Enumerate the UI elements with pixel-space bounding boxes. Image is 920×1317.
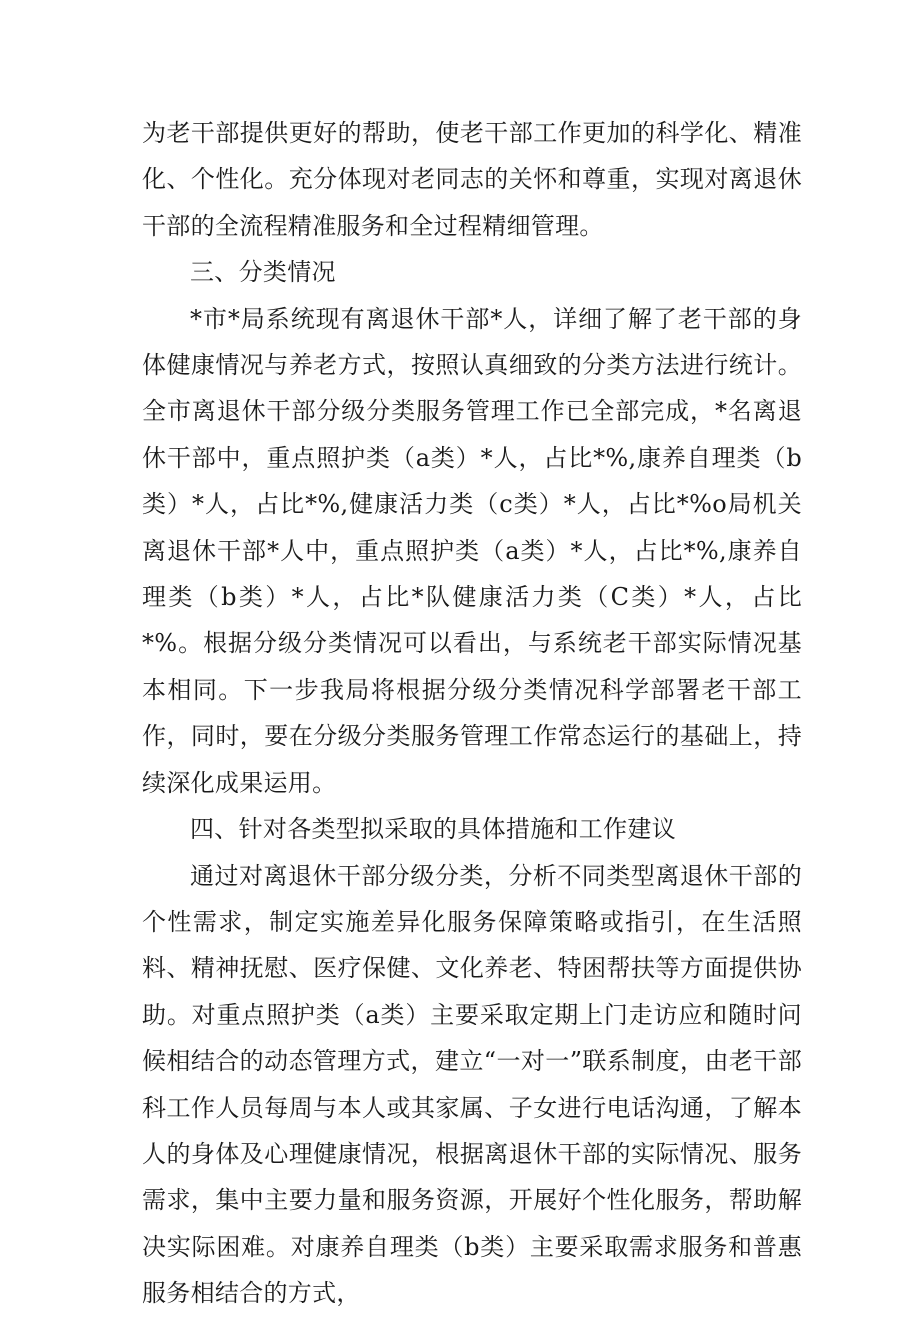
section-heading-classification: 三、分类情况 <box>190 258 336 287</box>
paragraph-classification-stats: *市*局系统现有离退休干部*人，详细了解了老干部的身体健康情况与养老方式，按照认真细致的分类方法进行统计。全市离退休干部分级分类服务管理工作已全部完成，*名离退休干部中，重点照护类（a类）*人，占比*%,康养自理类（b类）*人，占比*%,健康活力类（c类）*人，占比*%o局机关离退休干部*人中，重点照护类（a类）*人，占比*%,康养自理类（b类）*人，占比*队健康活力类（C类）*人，占比*%。根据分级分类情况可以看出，与系统老干部实际情况基本相同。下一步我局将根据分级分类情况科学部署老干部工作，同时，要在分级分类服务管理工作常态运行的基础上，持续深化成果运用。 <box>142 304 802 797</box>
paragraph-continuation: 为老干部提供更好的帮助，使老干部工作更加的科学化、精准化、个性化。充分体现对老同志的关怀和尊重，实现对离退休干部的全流程精准服务和全过程精细管理。 <box>142 119 802 240</box>
paragraph-measures: 通过对离退休干部分级分类，分析不同类型离退休干部的个性需求，制定实施差异化服务保障策略或指引，在生活照料、精神抚慰、医疗保健、文化养老、特困帮扶等方面提供协助。对重点照护类（a类）主要采取定期上门走访应和随时问候相结合的动态管理方式，建立“一对一”联系制度，由老干部科工作人员每周与本人或其家属、子女进行电话沟通，了解本人的身体及心理健康情况，根据离退休干部的实际情况、服务需求，集中主要力量和服务资源，开展好个性化服务，帮助解决实际困难。对康养自理类（b类）主要采取需求服务和普惠服务相结合的方式， <box>142 861 802 1308</box>
document-body <box>142 110 802 1317</box>
section-heading-measures: 四、针对各类型拟采取的具体措施和工作建议 <box>190 815 676 844</box>
